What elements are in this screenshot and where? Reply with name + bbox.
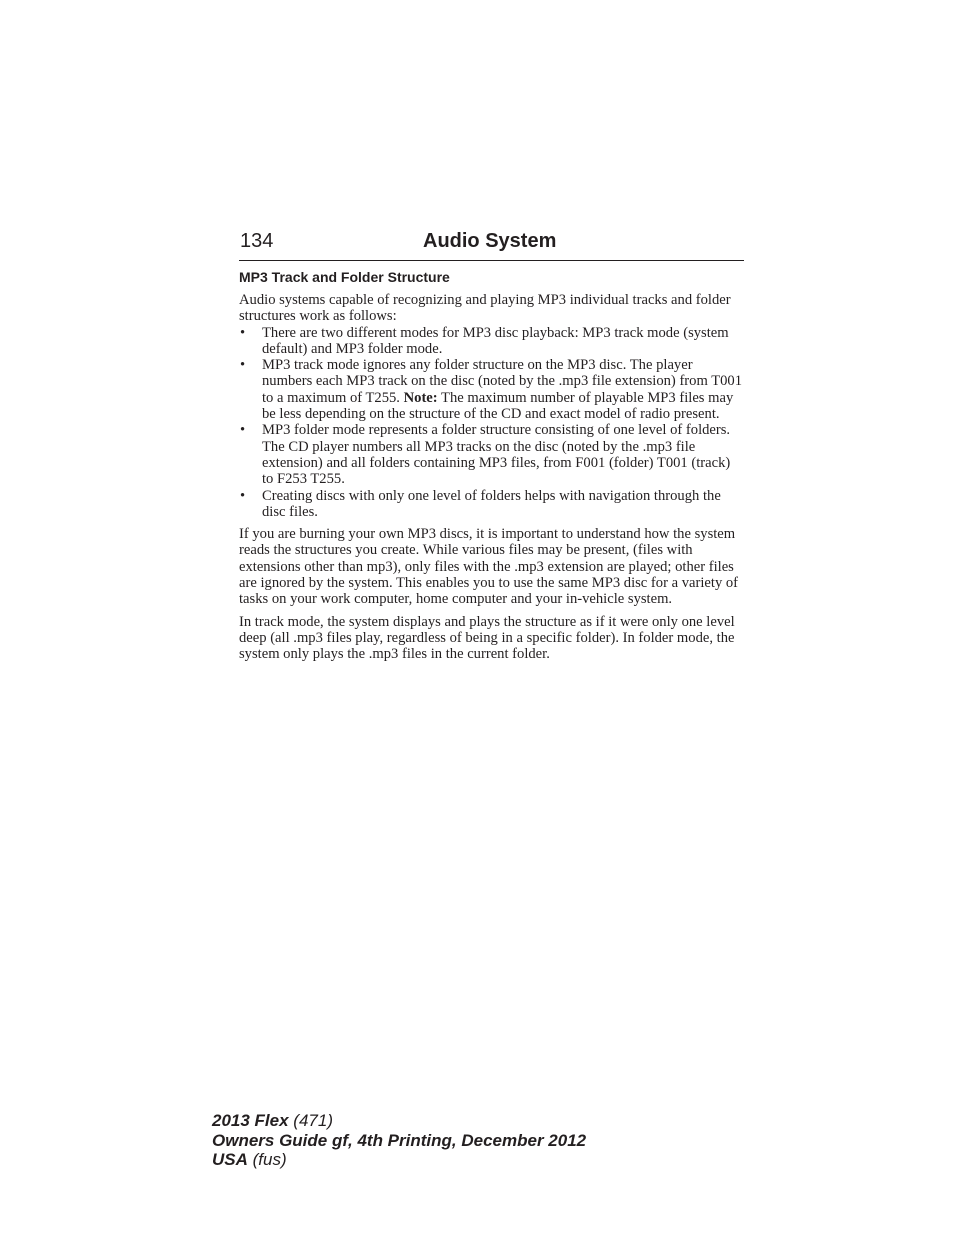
page-header — [239, 228, 744, 261]
section-heading: MP3 Track and Folder Structure — [239, 269, 450, 285]
bullet-item — [239, 488, 745, 521]
bullet-icon: • — [240, 324, 246, 341]
footer-region-line — [212, 1150, 586, 1170]
bullet-text: There are two different modes for MP3 disc playback: MP3 track mode (system default) and MP3 folder mode. — [262, 324, 729, 357]
footer-region: USA — [212, 1150, 248, 1169]
bullet-text: MP3 folder mode represents a folder structure consisting of one level of folders. The CD player numbers all MP3 tracks on the disc (noted by the .mp3 file extension) and all folders containing MP3 files, from F001 (folder) T001 (track) to F253 T255. — [262, 422, 731, 488]
page-content — [239, 268, 745, 669]
bullet-icon: • — [240, 422, 246, 439]
bullet-text: The maximum number of playable MP3 files may be less depending on the structure of the CD and exact model of radio present. — [262, 389, 734, 423]
bullet-text: MP3 track mode ignores any folder structure on the MP3 disc. The player numbers each MP3 track on the disc (noted by the .mp3 file extension) from T001 to a maximum of T255. — [262, 357, 742, 406]
bullet-item — [239, 357, 745, 422]
bullet-text: Creating discs with only one level of folders helps with navigation through the disc files. — [262, 487, 721, 520]
bullet-item — [239, 422, 745, 487]
bullet-list — [239, 325, 745, 521]
page-title: Audio System — [423, 230, 557, 252]
footer-model-code: (471) — [293, 1111, 333, 1130]
intro-paragraph: Audio systems capable of recognizing and playing MP3 individual tracks and folder structures work as follows: — [239, 292, 731, 325]
body-paragraph: In track mode, the system displays and plays the structure as if it were only one level deep (all .mp3 files play, regardless of being in a specific folder). In folder mode, the system only plays the .mp3 files in the current folder. — [239, 613, 735, 663]
page-footer — [212, 1111, 586, 1170]
footer-guide: Owners Guide gf, 4th Printing, December 2012 — [212, 1130, 587, 1150]
footer-model: 2013 Flex — [212, 1111, 289, 1130]
bullet-icon: • — [240, 487, 246, 504]
page-number: 134 — [240, 230, 274, 252]
bullet-icon: • — [240, 357, 246, 374]
body-paragraph: If you are burning your own MP3 discs, it is important to understand how the system reads the structures you create. While various files may be present, (files with extensions other than mp3), only files with the .mp3 extension are played; other files are ignored by the system. This enables you to use the same MP3 disc for a variety of tasks on your work computer, home computer and your in-vehicle system. — [239, 526, 739, 608]
bullet-item — [239, 325, 745, 358]
footer-model-line — [212, 1111, 586, 1131]
footer-region-code: (fus) — [252, 1150, 287, 1169]
note-label: Note: — [403, 389, 438, 406]
